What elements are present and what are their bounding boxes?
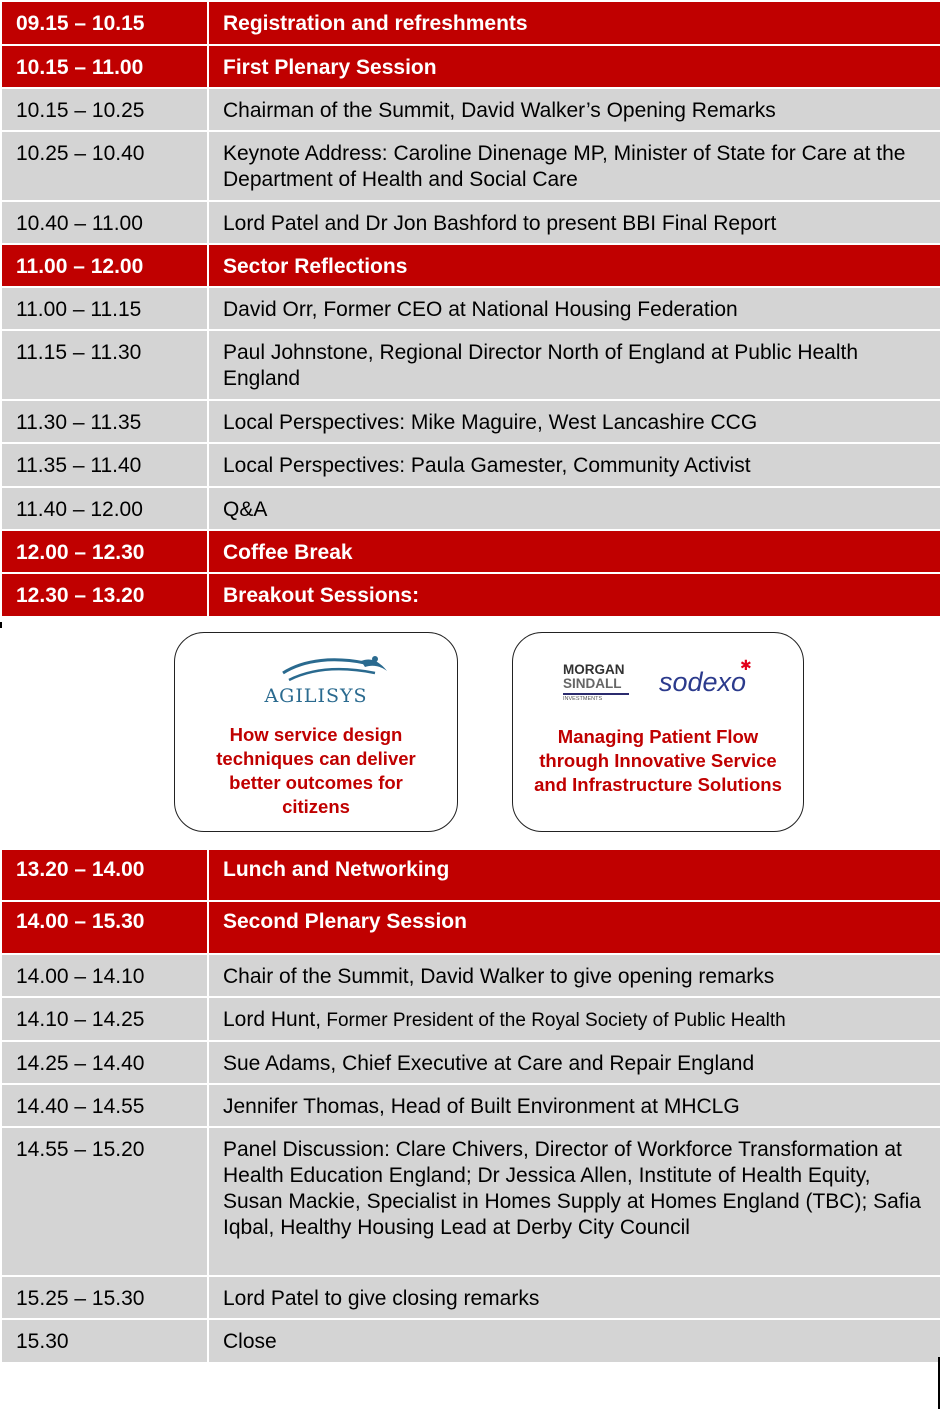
agenda-row xyxy=(1,1,941,45)
agenda-time: 12.30 – 13.20 xyxy=(1,573,208,617)
agenda-title: Close xyxy=(208,1319,941,1363)
agenda-row xyxy=(1,201,941,244)
agenda-row xyxy=(1,443,941,487)
agenda-row xyxy=(1,1319,941,1363)
agenda-time: 14.40 – 14.55 xyxy=(1,1084,208,1127)
agenda-title: Local Perspectives: Mike Maguire, West Lancashire CCG xyxy=(208,400,941,443)
agilisys-wordmark: AGILISYS xyxy=(264,685,368,707)
agenda-time: 11.15 – 11.30 xyxy=(1,330,208,400)
agenda-title: Second Plenary Session xyxy=(208,901,941,954)
agenda-title: Lunch and Networking xyxy=(208,849,941,901)
agenda-time: 11.35 – 11.40 xyxy=(1,443,208,487)
agenda-title-role: Former President of the Royal Society of Public Health xyxy=(321,1010,786,1031)
morgan-sodexo-session-title: Managing Patient Flow through Innovative Service and Infrastructure Solutions xyxy=(534,726,782,795)
agilisys-breakout-card xyxy=(174,632,458,832)
agenda-time: 13.20 – 14.00 xyxy=(1,849,208,901)
agenda-table-afternoon xyxy=(0,848,942,1364)
sodexo-star-icon: ✱ xyxy=(740,657,752,673)
edge-mark xyxy=(0,622,2,628)
agenda-row xyxy=(1,287,941,330)
agenda-title: Chairman of the Summit, David Walker’s Opening Remarks xyxy=(208,88,941,131)
agenda-time: 14.25 – 14.40 xyxy=(1,1041,208,1084)
agenda-time: 14.00 – 14.10 xyxy=(1,954,208,997)
agenda-time: 11.40 – 12.00 xyxy=(1,487,208,530)
agenda-time: 10.15 – 10.25 xyxy=(1,88,208,131)
agilisys-swoosh-icon xyxy=(175,653,459,687)
agenda-row xyxy=(1,1127,941,1276)
agenda-title xyxy=(208,997,941,1041)
sodexo-logo: sodexo xyxy=(659,667,747,697)
agenda-title: Keynote Address: Caroline Dinenage MP, Minister of State for Care at the Department of Health and Social Care xyxy=(208,131,941,201)
agenda-title: Paul Johnstone, Regional Director North of England at Public Health England xyxy=(208,330,941,400)
agenda-row xyxy=(1,330,941,400)
agenda-time: 11.00 – 11.15 xyxy=(1,287,208,330)
agenda-title: Breakout Sessions: xyxy=(208,573,941,617)
agenda-row xyxy=(1,131,941,201)
morgan-sindall-line1: MORGAN xyxy=(563,662,625,677)
agenda-title: Lord Patel to give closing remarks xyxy=(208,1276,941,1319)
agilisys-session-title: How service design techniques can deliver better outcomes for citizens xyxy=(216,724,416,817)
agenda-row xyxy=(1,573,941,617)
morgan-sindall-line3: INVESTMENTS xyxy=(563,696,603,702)
agenda-title: Lord Patel and Dr Jon Bashford to present BBI Final Report xyxy=(208,201,941,244)
agenda-row xyxy=(1,45,941,88)
agenda-row xyxy=(1,88,941,131)
agenda-time: 14.10 – 14.25 xyxy=(1,997,208,1041)
agenda-title: Panel Discussion: Clare Chivers, Director of Workforce Transformation at Health Education England; Dr Jessica Allen, Institute of Health Equity, Susan Mackie, Specialist in Homes Supply at Homes England (TBC); Safia Iqbal, Healthy Housing Lead at Derby City Council xyxy=(208,1127,941,1276)
agenda-time: 11.00 – 12.00 xyxy=(1,244,208,287)
agenda-row xyxy=(1,954,941,997)
agenda-time: 09.15 – 10.15 xyxy=(1,1,208,45)
agenda-title: Jennifer Thomas, Head of Built Environment at MHCLG xyxy=(208,1084,941,1127)
agenda-time: 10.15 – 11.00 xyxy=(1,45,208,88)
agenda-title: Chair of the Summit, David Walker to give opening remarks xyxy=(208,954,941,997)
agenda-row xyxy=(1,530,941,573)
agenda-time: 10.25 – 10.40 xyxy=(1,131,208,201)
agenda-row xyxy=(1,901,941,954)
agenda-time: 10.40 – 11.00 xyxy=(1,201,208,244)
edge-mark xyxy=(938,1357,940,1409)
agenda-title: David Orr, Former CEO at National Housing Federation xyxy=(208,287,941,330)
agenda-time: 11.30 – 11.35 xyxy=(1,400,208,443)
agenda-time: 14.00 – 15.30 xyxy=(1,901,208,954)
agenda-row xyxy=(1,1084,941,1127)
morgan-sodexo-breakout-card xyxy=(512,632,804,832)
agenda-time: 15.30 xyxy=(1,1319,208,1363)
agenda-time: 14.55 – 15.20 xyxy=(1,1127,208,1276)
agenda-title: Registration and refreshments xyxy=(208,1,941,45)
agenda-row xyxy=(1,997,941,1041)
agenda-row xyxy=(1,1276,941,1319)
agenda-title: Coffee Break xyxy=(208,530,941,573)
agenda-row xyxy=(1,400,941,443)
agenda-table-morning xyxy=(0,0,942,618)
agenda-title: Sue Adams, Chief Executive at Care and Repair England xyxy=(208,1041,941,1084)
agenda-row xyxy=(1,244,941,287)
morgan-sindall-line2: SINDALL xyxy=(563,676,622,691)
agenda-time: 15.25 – 15.30 xyxy=(1,1276,208,1319)
agenda-title: Q&A xyxy=(208,487,941,530)
agenda-title-speaker: Lord Hunt, xyxy=(223,1008,322,1031)
agenda-title: First Plenary Session xyxy=(208,45,941,88)
breakout-sponsors xyxy=(0,632,942,836)
morgan-sindall-logo xyxy=(563,663,631,703)
agenda-row xyxy=(1,849,941,901)
agenda-title: Local Perspectives: Paula Gamester, Community Activist xyxy=(208,443,941,487)
agenda-row xyxy=(1,1041,941,1084)
agenda-row xyxy=(1,487,941,530)
agenda-title: Sector Reflections xyxy=(208,244,941,287)
agenda-time: 12.00 – 12.30 xyxy=(1,530,208,573)
